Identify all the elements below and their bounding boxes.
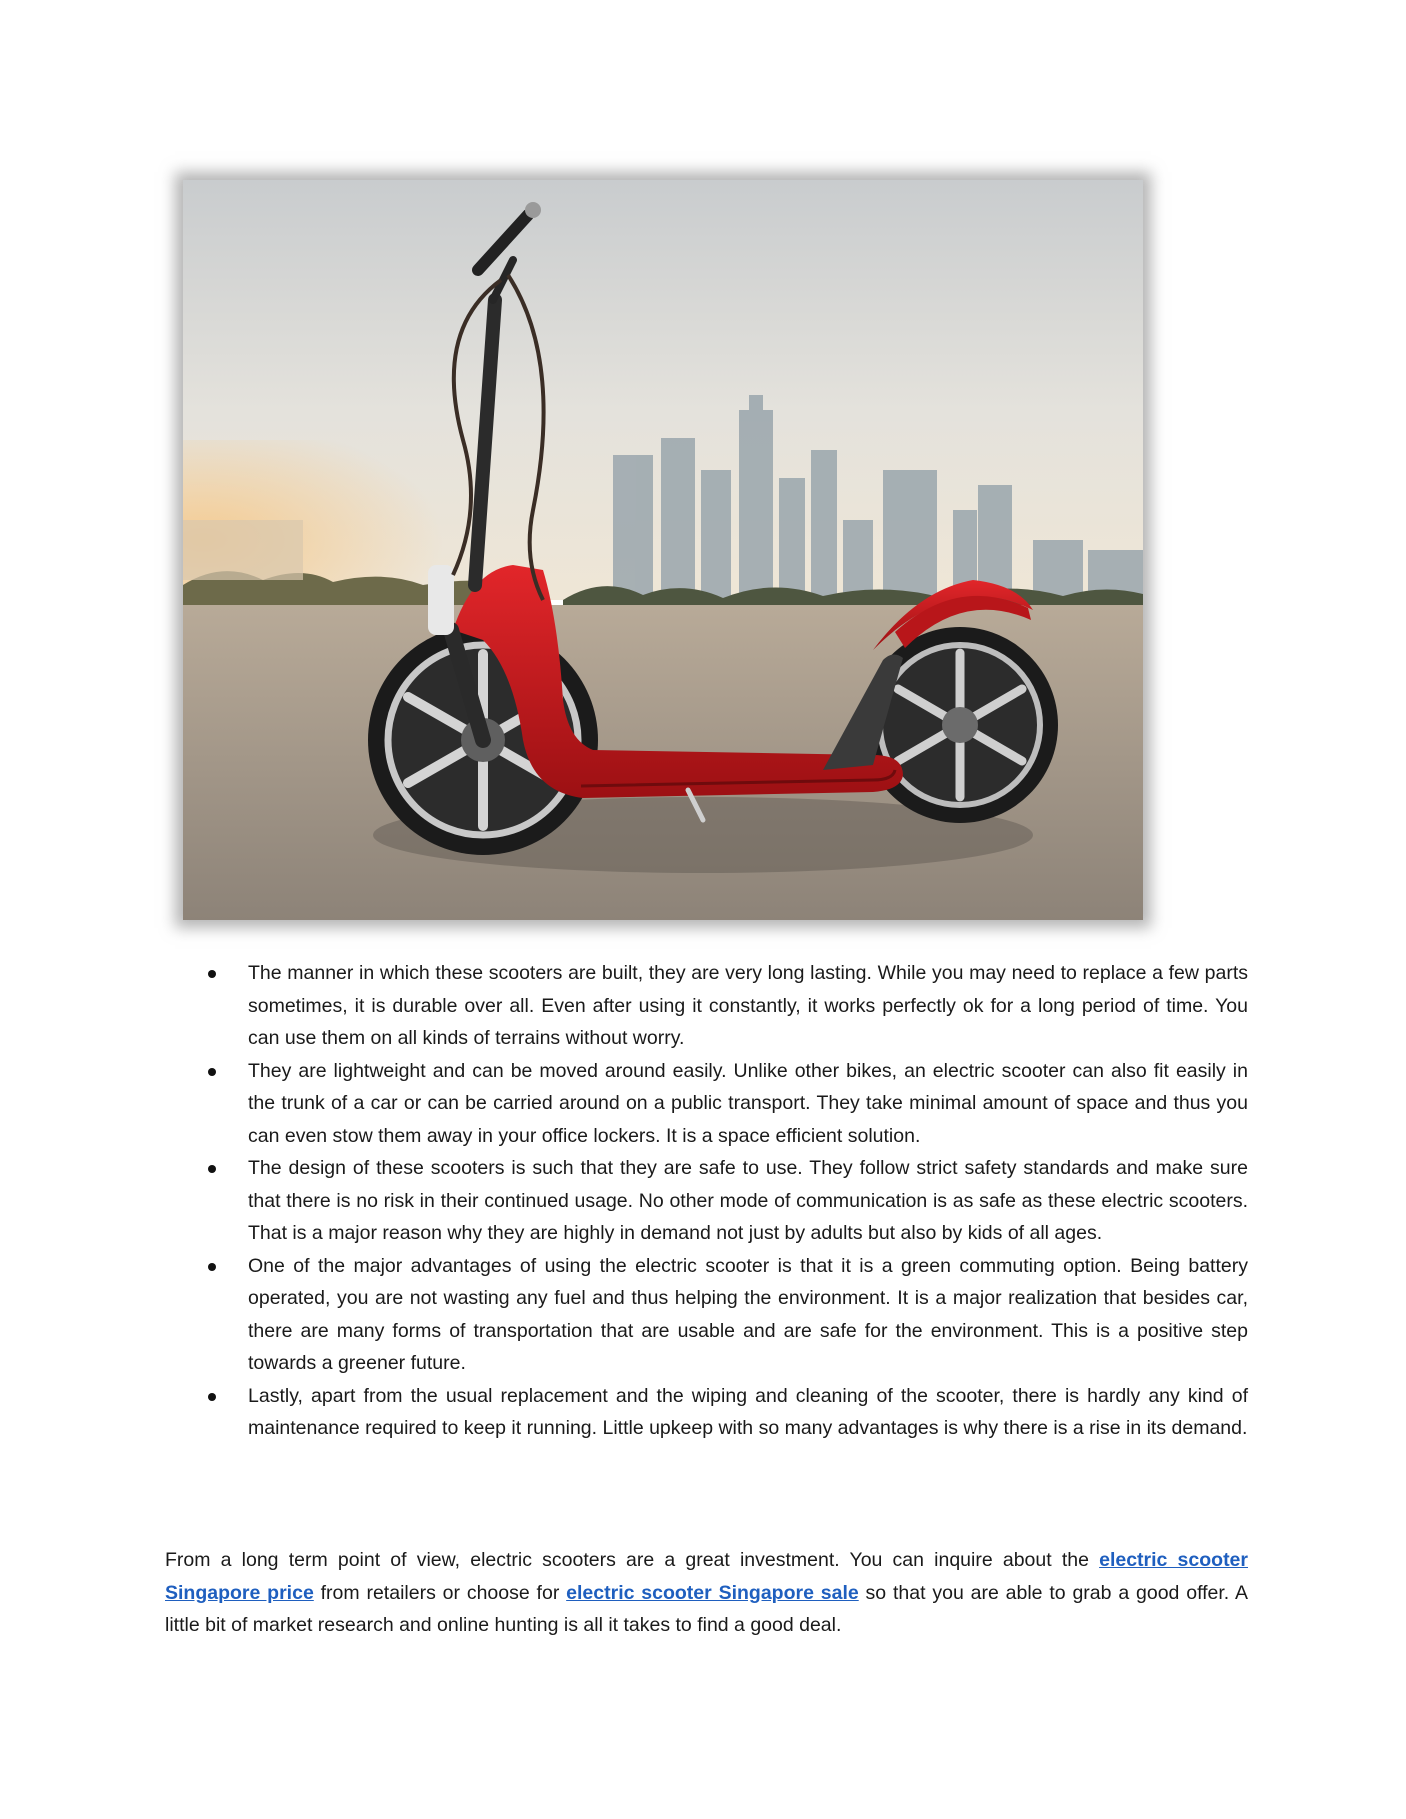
bullet-icon (208, 970, 216, 978)
closing-text-2: from retailers or choose for (313, 1581, 567, 1604)
closing-text-1: From a long term point of view, electric scooters are a great investment. You can inquire about the (165, 1549, 1100, 1571)
list-item-text: They are lightweight and can be moved around easily. Unlike other bikes, an electric scooter can also fit easily in the trunk of a car or can be carried around on a public transport. They take minimal amount of space and thus you can even stow them away in your office lockers. It is a space efficient solution. (248, 1059, 1248, 1147)
bullet-icon (208, 1263, 216, 1271)
list-item (208, 1380, 1248, 1445)
list-item (208, 1055, 1248, 1153)
closing-text-3: so that you are able to grab a good offer. A little bit of market research and online hunting is all it takes to find a good deal. (165, 1581, 1248, 1636)
list-item-text: Lastly, apart from the usual replacement and the wiping and cleaning of the scooter, there is hardly any kind of maintenance required to keep it running. Little upkeep with so many advantages is why there is a rise in its demand. (248, 1384, 1248, 1439)
advantages-list (208, 957, 1248, 1445)
bullet-icon (208, 1393, 216, 1401)
list-item (208, 1250, 1248, 1380)
list-item (208, 957, 1248, 1055)
bullet-icon (208, 1068, 216, 1076)
bullet-icon (208, 1165, 216, 1173)
price-link[interactable]: electric scooter Singapore price (165, 1549, 1248, 1604)
electric-scooter-photo-icon (183, 180, 1143, 920)
closing-paragraph (165, 1544, 1248, 1642)
sale-link[interactable]: electric scooter Singapore sale (566, 1581, 859, 1604)
list-item (208, 1152, 1248, 1250)
scooter-photo (183, 180, 1143, 920)
list-item-text: The design of these scooters is such that they are safe to use. They follow strict safety standards and make sure that there is no risk in their continued usage. No other mode of communication is as safe as these electric scooters. That is a major reason why they are highly in demand not just by adults but also by kids of all ages. (248, 1157, 1248, 1244)
list-item-text: The manner in which these scooters are built, they are very long lasting. While you may need to replace a few parts sometimes, it is durable over all. Even after using it constantly, it works perfectly ok for a long period of time. You can use them on all kinds of terrains without worry. (248, 962, 1248, 1049)
list-item-text: One of the major advantages of using the electric scooter is that it is a green commuting option. Being battery operated, you are not wasting any fuel and thus helping the environment. It is a major realization that besides car, there are many forms of transportation that are usable and are safe for the environment. This is a positive step towards a greener future. (248, 1254, 1248, 1374)
